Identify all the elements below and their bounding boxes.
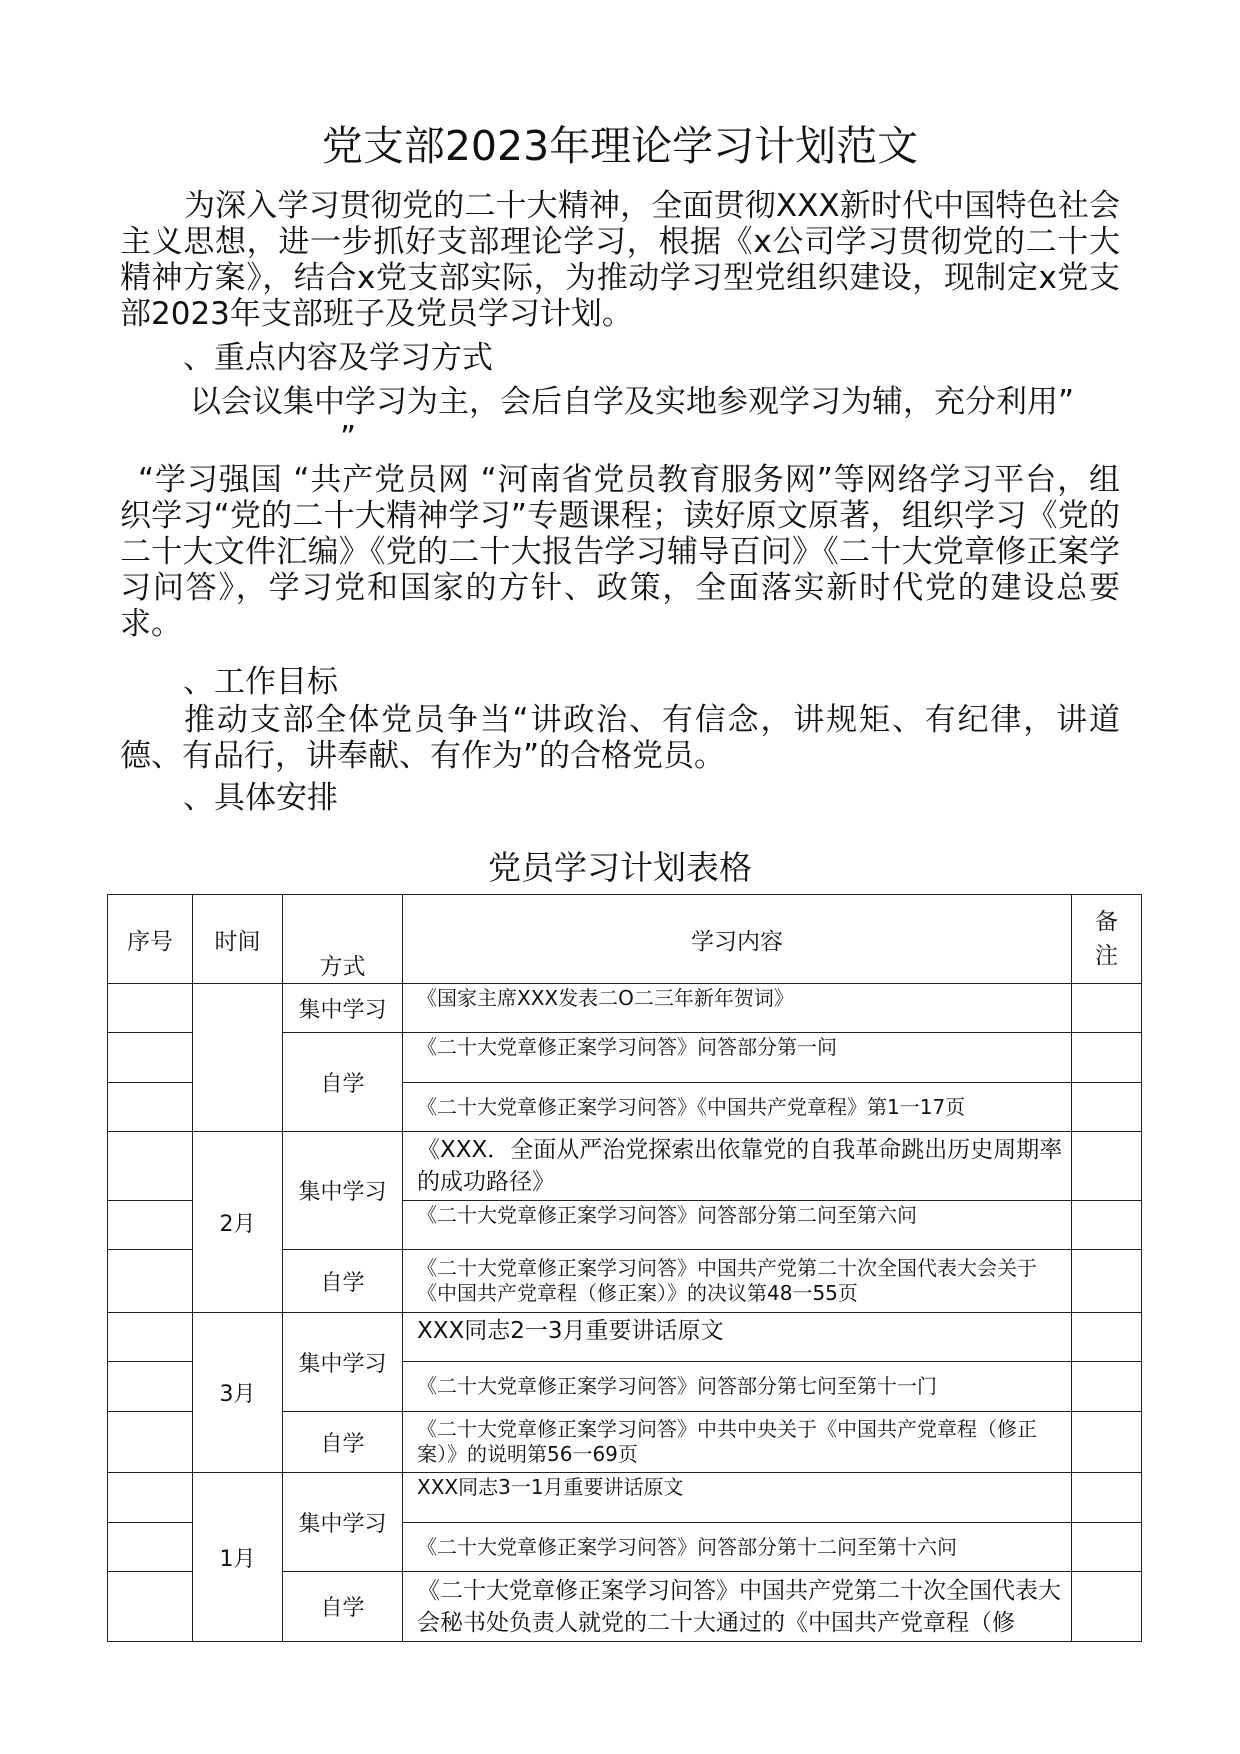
- cell-content: 《二十大党章修正案学习问答》问答部分第十二问至第十六问: [403, 1523, 1072, 1572]
- cell-note: [1072, 984, 1142, 1033]
- table-row: [108, 984, 1142, 1033]
- cell-content: 《二十大党章修正案学习问答》《中国共产党章程》第1一17页: [403, 1083, 1072, 1132]
- cell-note: [1072, 1572, 1142, 1642]
- document-title: 党支部2023年理论学习计划范文: [321, 122, 919, 170]
- cell-no: [108, 1313, 193, 1362]
- table-row: [108, 1313, 1142, 1362]
- cell-method: 自学: [283, 1033, 403, 1132]
- table-title: 党员学习计划表格: [488, 848, 752, 887]
- section2-paragraph-block: [120, 702, 1120, 774]
- cell-method: 自学: [283, 1572, 403, 1642]
- cell-content: 《二十大党章修正案学习问答》中国共产党第二十次全国代表大会关于《中国共产党章程（修正案）》的决议第48一55页: [403, 1250, 1072, 1313]
- cell-content: 《二十大党章修正案学习问答》中国共产党第二十次全国代表大会秘书处负责人就党的二十大通过的《中国共产党章程（修: [403, 1572, 1072, 1642]
- section-heading-key-content: 、重点内容及学习方式: [183, 340, 493, 376]
- cell-note: [1072, 1362, 1142, 1412]
- cell-content: 《二十大党章修正案学习问答》问答部分第二问至第六问: [403, 1201, 1072, 1250]
- cell-month: [193, 984, 283, 1132]
- cell-no: [108, 1412, 193, 1473]
- section-heading-work-goal: 、工作目标: [183, 664, 338, 700]
- cell-note: [1072, 1033, 1142, 1083]
- cell-note: [1072, 1132, 1142, 1201]
- cell-note: [1072, 1083, 1142, 1132]
- cell-month: 3月: [193, 1313, 283, 1473]
- cell-method: 集中学习: [283, 984, 403, 1033]
- study-plan-table: [107, 894, 1142, 1642]
- section2-paragraph: 推动支部全体党员争当“讲政治、有信念，讲规矩、有纪律，讲道德、有品行，讲奉献、有作为”的合格党员。: [120, 702, 1120, 774]
- table-header-row: [108, 895, 1142, 984]
- section-heading-arrangement: 、具体安排: [183, 780, 338, 816]
- cell-note: [1072, 1250, 1142, 1313]
- cell-content: 《二十大党章修正案学习问答》问答部分第一问: [403, 1033, 1072, 1083]
- cell-no: [108, 1473, 193, 1523]
- cell-note: [1072, 1412, 1142, 1473]
- cell-content: 《二十大党章修正案学习问答》中共中央关于《中国共产党章程（修正案）》的说明第56一69页: [403, 1412, 1072, 1473]
- header-time: 时间: [193, 895, 283, 984]
- cell-no: [108, 1033, 193, 1083]
- section1-paragraph-block: [120, 462, 1120, 642]
- cell-note: [1072, 1523, 1142, 1572]
- section1-line2: ”: [340, 420, 357, 456]
- cell-content: XXX同志2一3月重要讲话原文: [403, 1313, 1072, 1362]
- section1-line1: 以会议集中学习为主，会后自学及实地参观学习为辅，充分利用”: [190, 384, 1075, 420]
- cell-content: XXX同志3一1月重要讲话原文: [403, 1473, 1072, 1523]
- cell-no: [108, 1083, 193, 1132]
- cell-no: [108, 1572, 193, 1642]
- cell-note: [1072, 1313, 1142, 1362]
- cell-no: [108, 1523, 193, 1572]
- table-row: [108, 1473, 1142, 1523]
- cell-method: 集中学习: [283, 1473, 403, 1572]
- cell-month: 2月: [193, 1132, 283, 1313]
- header-note-text: 备注: [1095, 909, 1118, 969]
- header-content: 学习内容: [403, 895, 1072, 984]
- section1-paragraph: “学习强国 “共产党员网 “河南省党员教育服务网”等网络学习平台，组织学习“党的二十大精神学习”专题课程；读好原文原著，组织学习《党的二十大文件汇编》《党的二十大报告学习辅导百问》《二十大党章修正案学习问答》，学习党和国家的方针、政策，全面落实新时代党的建设总要求。: [120, 462, 1120, 642]
- cell-method: 自学: [283, 1250, 403, 1313]
- intro-paragraph: 为深入学习贯彻党的二十大精神，全面贯彻XXX新时代中国特色社会主义思想，进一步抓好支部理论学习，根据《x公司学习贯彻党的二十大精神方案》，结合x党支部实际，为推动学习型党组织建设，现制定x党支部2023年支部班子及党员学习计划。: [120, 188, 1120, 332]
- cell-note: [1072, 1473, 1142, 1523]
- cell-content: 《XXX．全面从严治党探索出依靠党的自我革命跳出历史周期率的成功路径》: [403, 1132, 1072, 1201]
- cell-method: 集中学习: [283, 1132, 403, 1250]
- header-method: 方式: [283, 895, 403, 984]
- cell-no: [108, 1362, 193, 1412]
- cell-no: [108, 1201, 193, 1250]
- cell-content: 《二十大党章修正案学习问答》问答部分第七问至第十一门: [403, 1362, 1072, 1412]
- intro-paragraph-block: [120, 188, 1120, 332]
- cell-note: [1072, 1201, 1142, 1250]
- cell-method: 自学: [283, 1412, 403, 1473]
- header-no: 序号: [108, 895, 193, 984]
- cell-month: 1月: [193, 1473, 283, 1642]
- cell-no: [108, 984, 193, 1033]
- cell-content: 《国家主席XXX发表二O二三年新年贺词》: [403, 984, 1072, 1033]
- cell-method: 集中学习: [283, 1313, 403, 1412]
- cell-no: [108, 1250, 193, 1313]
- header-note: [1072, 895, 1142, 984]
- table-row: [108, 1132, 1142, 1201]
- cell-no: [108, 1132, 193, 1201]
